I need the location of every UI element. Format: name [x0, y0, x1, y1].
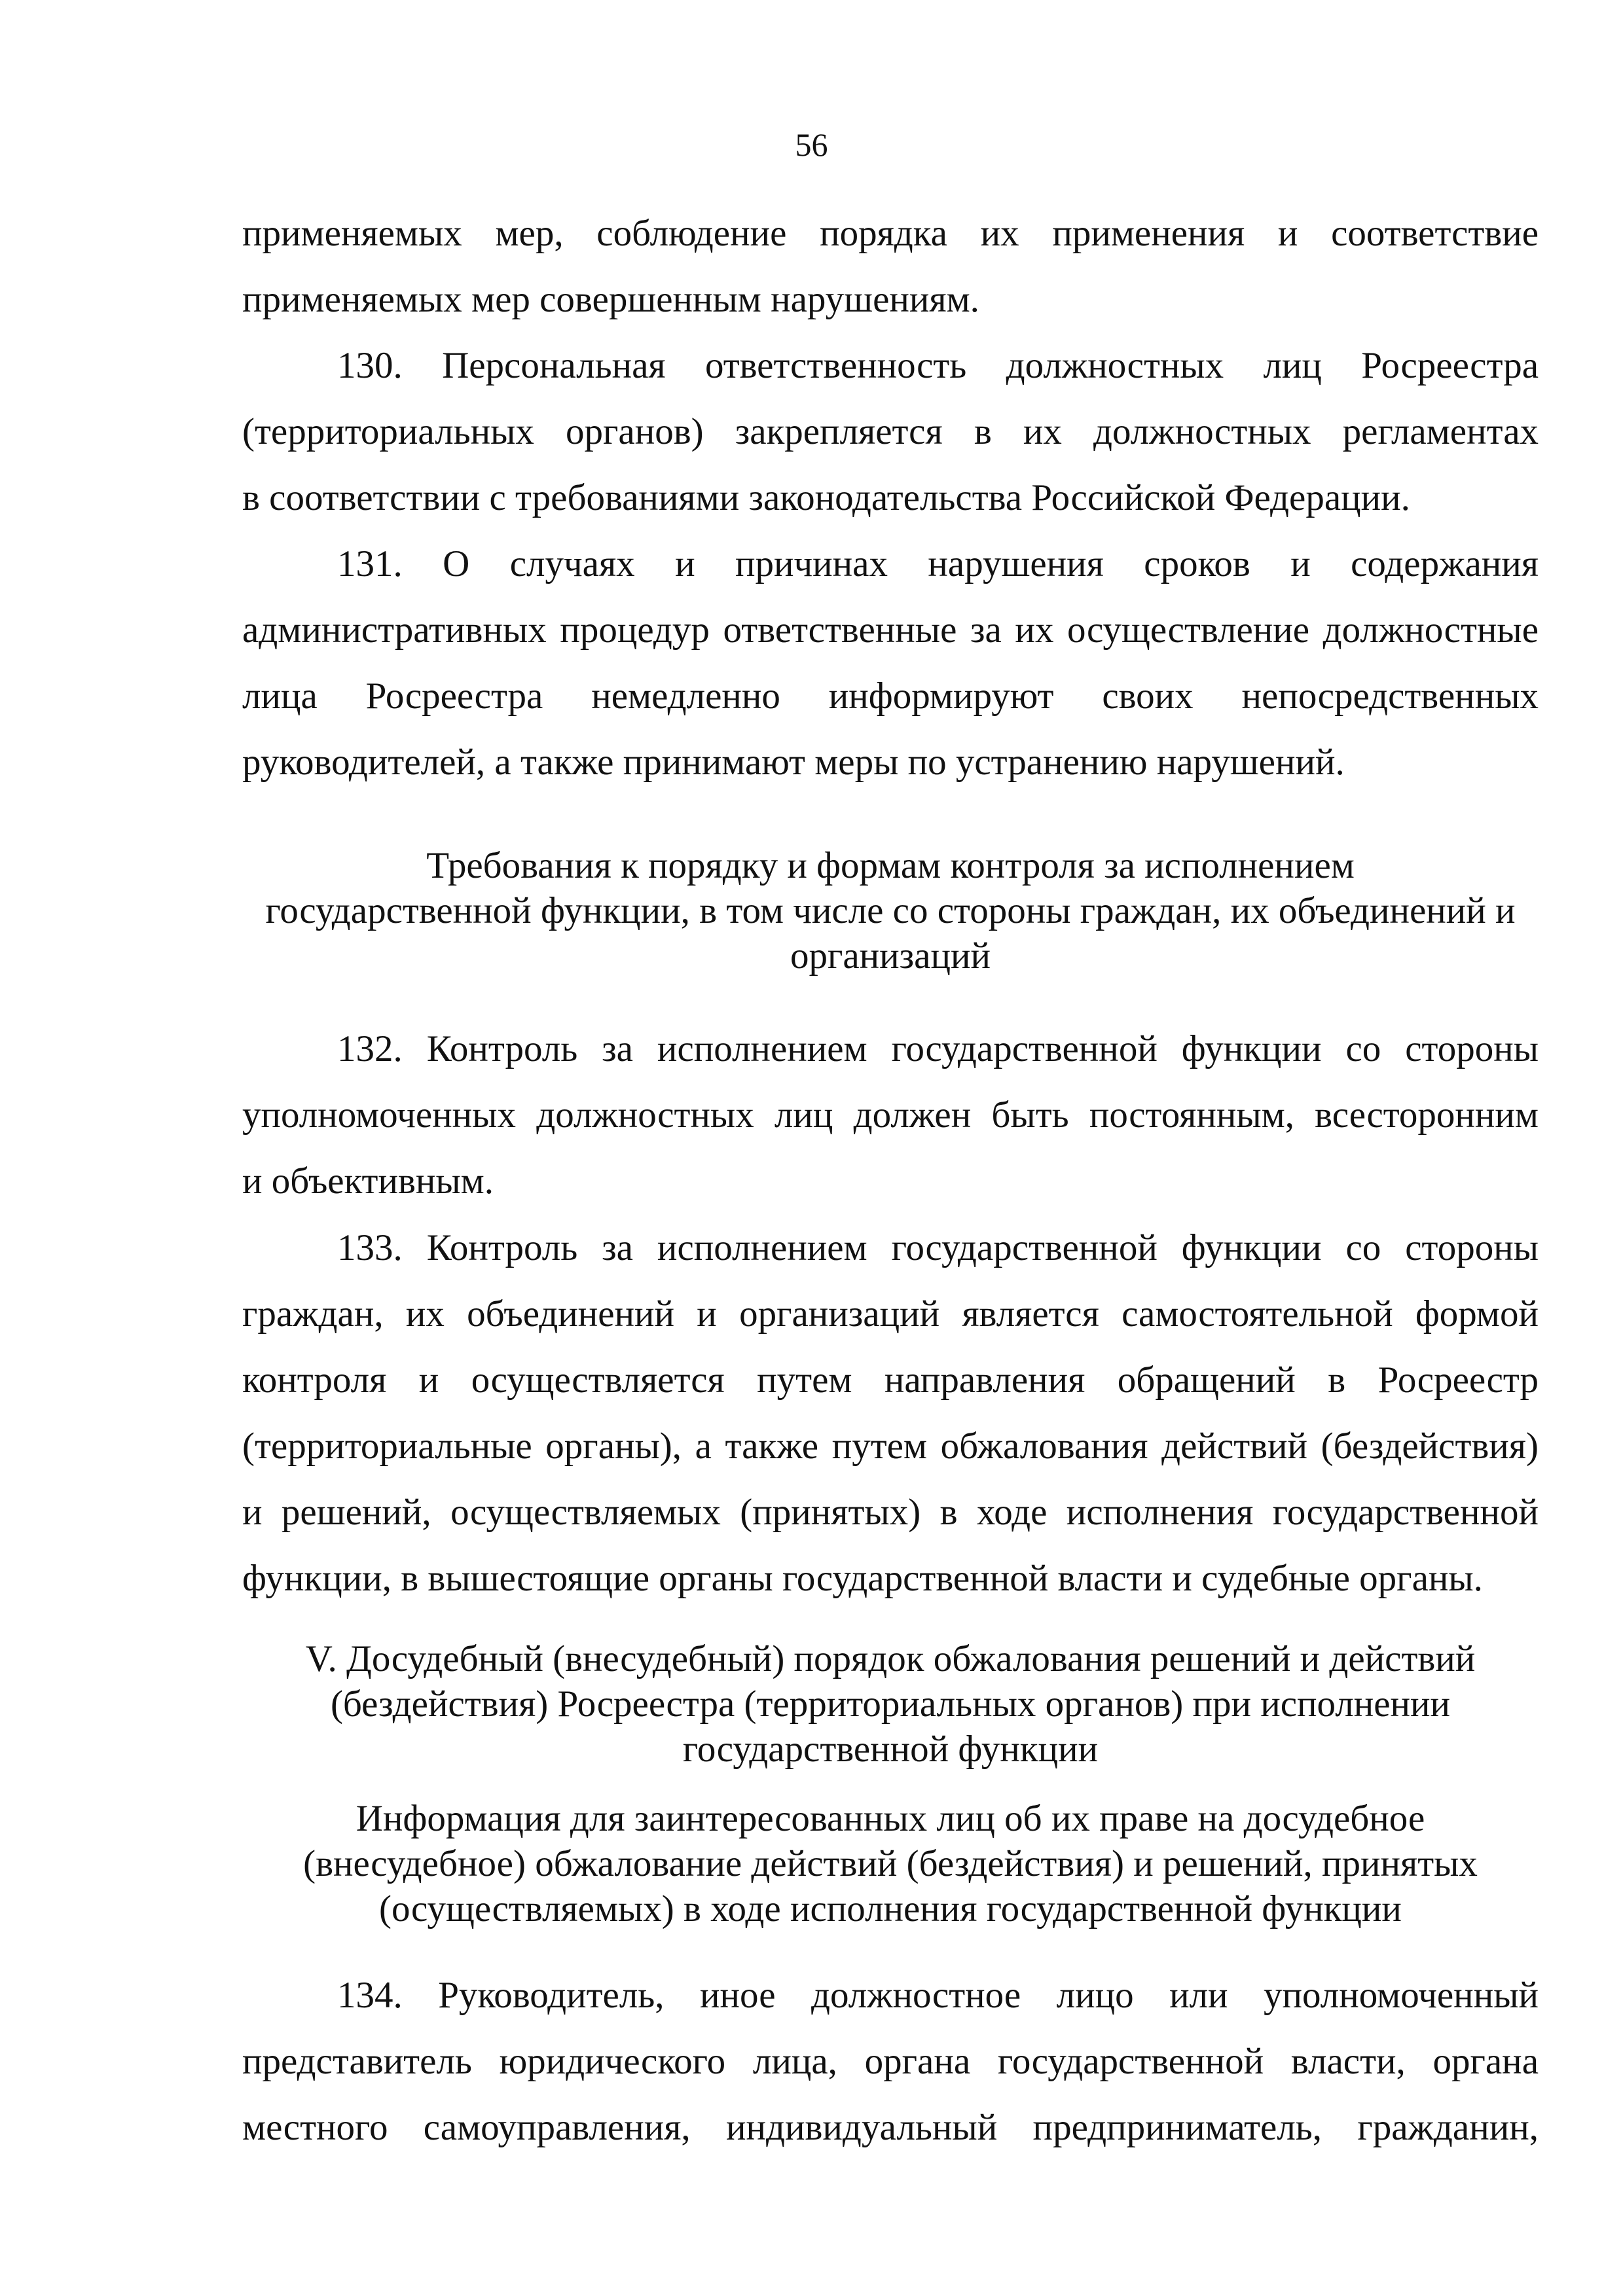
heading-control-requirements	[223, 843, 1558, 978]
text-line: руководителей, а также принимают меры по устранению нарушений.	[242, 742, 1345, 783]
text-line: (территориальные органы), а также путем обжалования действий (бездействия)	[242, 1426, 1539, 1467]
heading-line: Информация для заинтересованных лиц об их праве на досудебное	[356, 1798, 1425, 1839]
heading-line: организаций	[790, 935, 991, 977]
text-line: и решений, осуществляемых (принятых) в ходе исполнения государственной	[242, 1492, 1539, 1533]
text-line: функции, в вышестоящие органы государственной власти и судебные органы.	[242, 1558, 1483, 1599]
text-line: граждан, их объединений и организаций является самостоятельной формой	[242, 1293, 1539, 1335]
heading-line: (бездействия) Росреестра (территориальных органов) при исполнении	[330, 1683, 1451, 1725]
heading-line: V. Досудебный (внесудебный) порядок обжалования решений и действий	[305, 1638, 1476, 1679]
page-number: 56	[795, 126, 828, 163]
paragraph-134	[242, 1962, 1539, 2161]
text-line: уполномоченных должностных лиц должен быть постоянным, всесторонним	[242, 1094, 1539, 1136]
paragraph-131	[242, 531, 1539, 795]
heading-line: государственной функции	[682, 1729, 1099, 1770]
text-line: контроля и осуществляется путем направления обращений в Росреестр	[242, 1359, 1539, 1401]
text-line: 130. Персональная ответственность должностных лиц Росреестра	[337, 345, 1539, 386]
text-line: применяемых мер, соблюдение порядка их применения и соответствие	[242, 213, 1539, 254]
text-line: 132. Контроль за исполнением государственной функции со стороны	[337, 1028, 1539, 1069]
heading-line: Требования к порядку и формам контроля за исполнением	[426, 845, 1355, 886]
paragraph-130	[242, 332, 1539, 531]
text-line: 134. Руководитель, иное должностное лицо или уполномоченный	[337, 1975, 1539, 2016]
paragraph-continuation	[242, 200, 1539, 332]
heading-line: (внесудебное) обжалование действий (бездействия) и решений, принятых	[303, 1843, 1478, 1884]
paragraph-132	[242, 1016, 1539, 1214]
text-line: (территориальных органов) закрепляется в их должностных регламентах	[242, 411, 1539, 452]
text-line: и объективным.	[242, 1160, 494, 1202]
text-line: лица Росреестра немедленно информируют своих непосредственных	[242, 675, 1539, 717]
text-line: 133. Контроль за исполнением государственной функции со стороны	[337, 1227, 1539, 1268]
text-line: 131. О случаях и причинах нарушения сроков и содержания	[337, 543, 1539, 584]
heading-line: (осуществляемых) в ходе исполнения государственной функции	[379, 1888, 1402, 1929]
paragraph-133	[242, 1215, 1539, 1611]
text-line: представитель юридического лица, органа государственной власти, органа	[242, 2041, 1539, 2082]
text-line: местного самоуправления, индивидуальный предприниматель, гражданин,	[242, 2107, 1539, 2148]
text-line: административных процедур ответственные за их осуществление должностные	[242, 609, 1539, 651]
heading-line: государственной функции, в том числе со стороны граждан, их объединений и	[265, 890, 1516, 931]
text-line: в соответствии с требованиями законодательства Российской Федерации.	[242, 477, 1410, 518]
heading-section-v	[223, 1636, 1558, 1772]
text-line: применяемых мер совершенным нарушениям.	[242, 279, 979, 320]
heading-information	[223, 1796, 1558, 1931]
